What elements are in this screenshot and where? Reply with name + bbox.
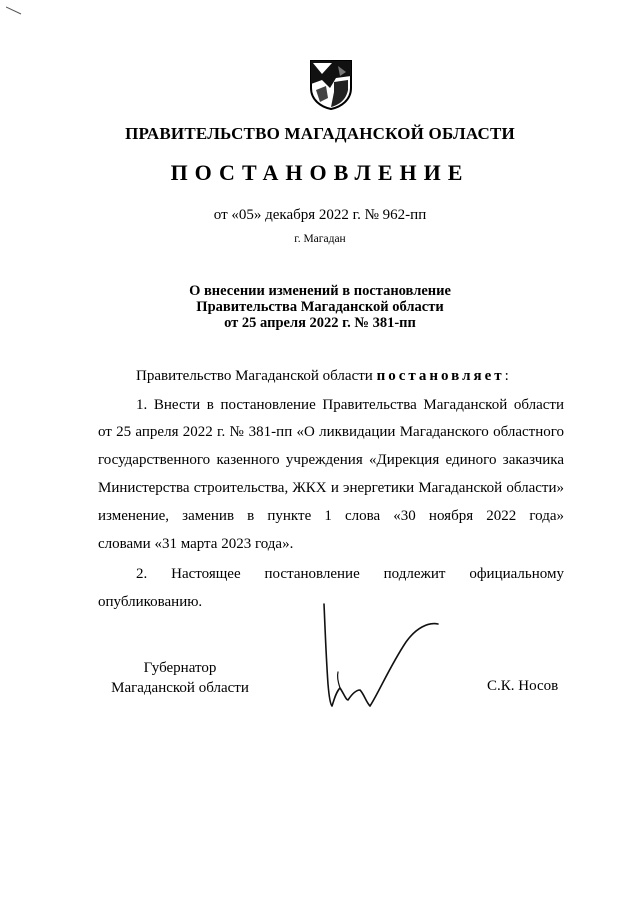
paragraph-1-line: 1. Внести в постановление Правительства Магаданской области	[136, 397, 564, 413]
intro-text: Правительство Магаданской области	[136, 368, 373, 384]
subject-line: от 25 апреля 2022 г. № 381-пп	[224, 315, 416, 331]
document-subject	[0, 283, 640, 331]
paragraph-2-line: 2. Настоящее постановление подлежит официальному	[136, 566, 564, 582]
document-city: г. Магадан	[294, 233, 346, 245]
position-line: Губернатор	[143, 660, 217, 676]
handwritten-signature	[310, 596, 450, 726]
intro-verb: постановляет	[376, 368, 505, 384]
paragraph-2-line: опубликованию.	[98, 594, 203, 610]
intro-colon: :	[504, 368, 509, 384]
paragraph-1-line: Министерства строительства, ЖКХ и энергетики Магаданской области»	[98, 480, 564, 496]
coat-of-arms-emblem	[308, 58, 354, 110]
signatory-name: С.К. Носов	[487, 678, 559, 694]
subject-line: О внесении изменений в постановление	[189, 283, 451, 299]
paragraph-1-line: от 25 апреля 2022 г. № 381-пп «О ликвидации Магаданского областного	[98, 424, 564, 440]
government-title: ПРАВИТЕЛЬСТВО МАГАДАНСКОЙ ОБЛАСТИ	[125, 124, 515, 143]
position-line: Магаданской области	[111, 680, 249, 696]
paragraph-1-line: государственного казенного учреждения «Дирекция единого заказчика	[98, 452, 564, 468]
document-type: ПОСТАНОВЛЕНИЕ	[170, 160, 470, 185]
scan-mark	[6, 6, 22, 16]
signatory-position	[100, 658, 260, 698]
document-date-number: от «05» декабря 2022 г. № 962-пп	[213, 207, 427, 223]
paragraph-1-line: изменение, заменив в пункте 1 слова «30 ноября 2022 года»	[98, 508, 564, 524]
intro-paragraph	[136, 366, 564, 386]
paragraph-1-line: словами «31 марта 2023 года».	[98, 536, 294, 552]
subject-line: Правительства Магаданской области	[196, 299, 444, 315]
